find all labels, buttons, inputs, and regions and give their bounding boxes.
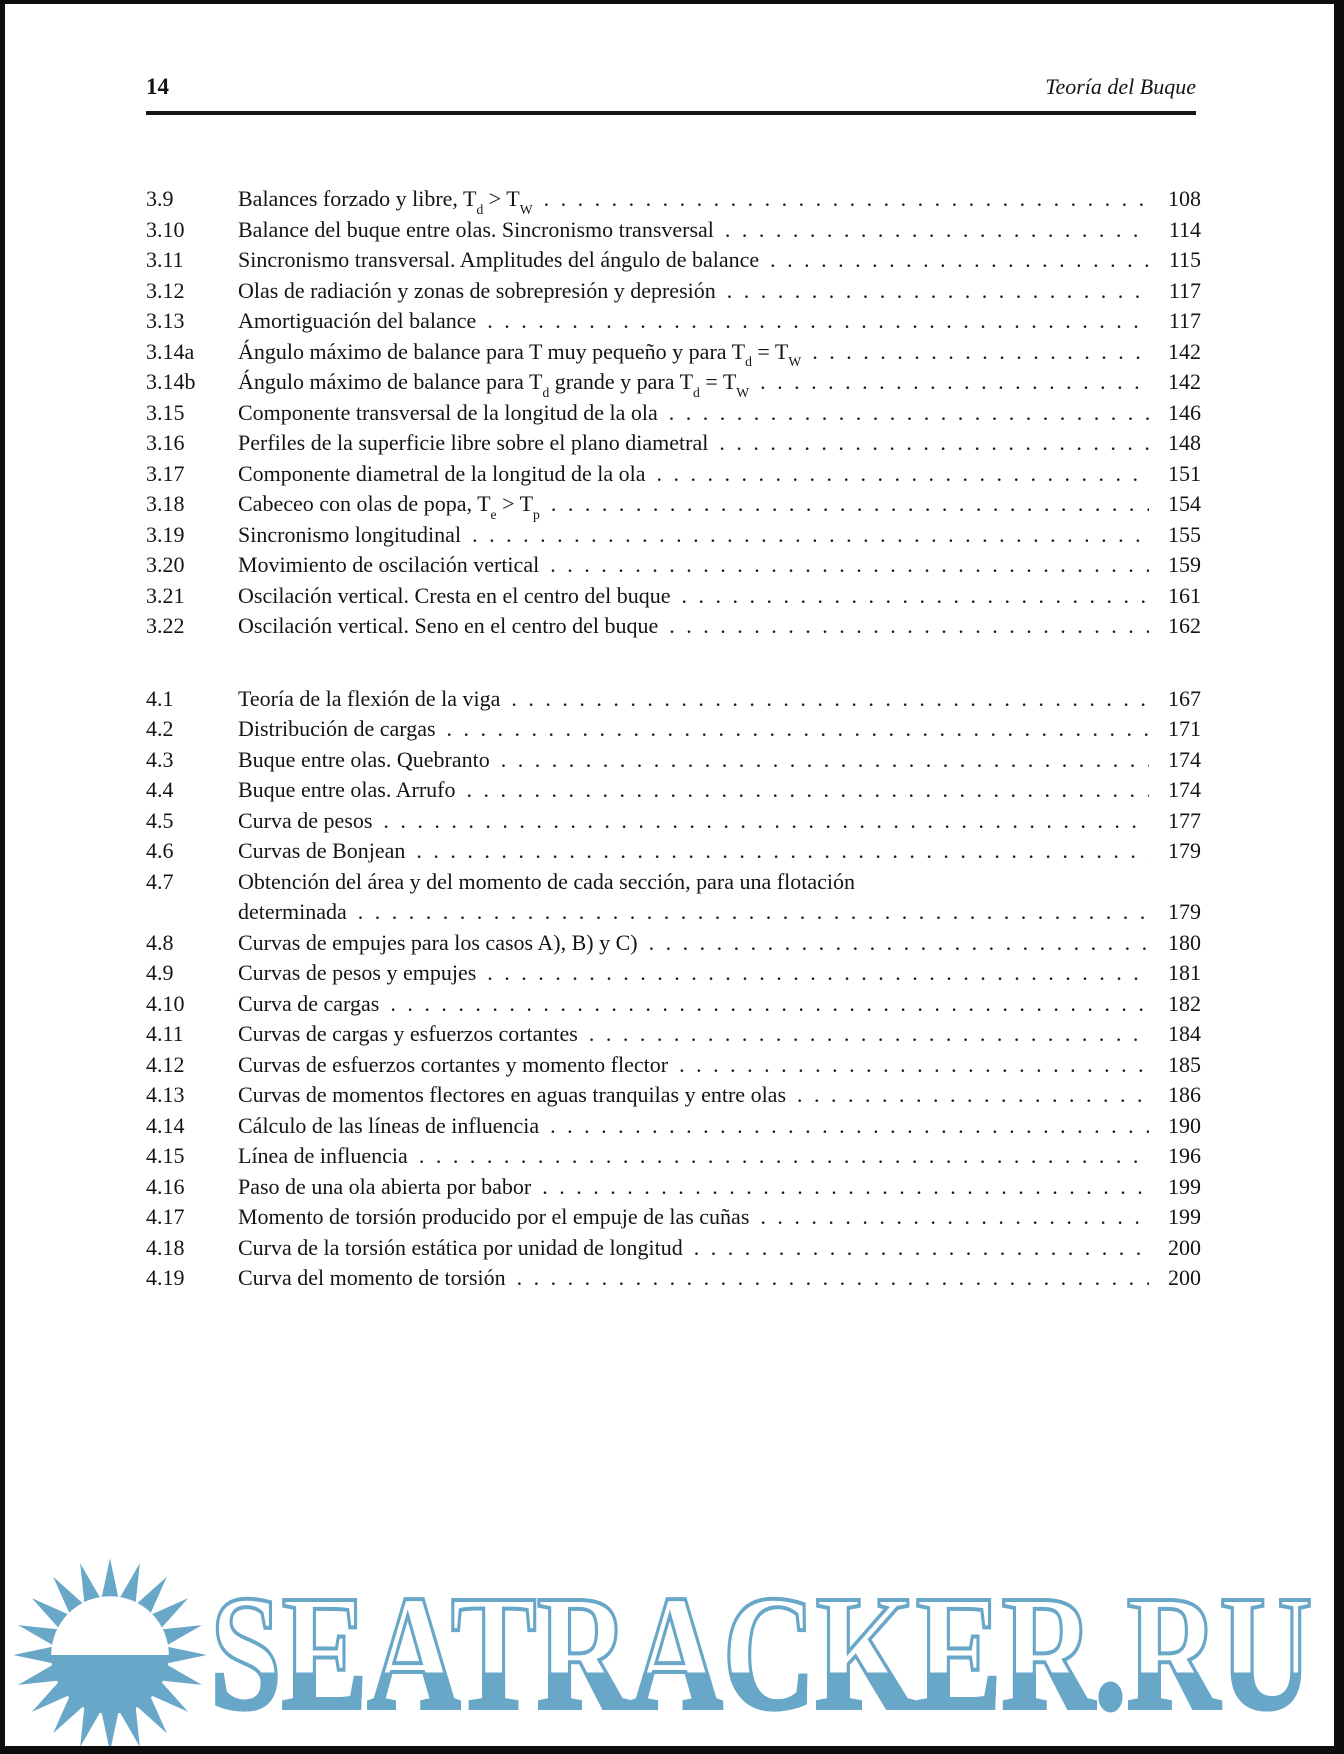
toc-line: [238, 745, 1201, 776]
toc-entry-number: 4.2: [146, 716, 174, 741]
toc-entry-number: 4.16: [146, 1173, 185, 1199]
dot-leader: [517, 1263, 1149, 1294]
toc-entry-body: [238, 867, 1201, 928]
toc-entry-title: Movimiento de oscilación vertical: [238, 552, 540, 577]
toc-entry-page: 174: [1168, 777, 1201, 802]
toc-entry-number: 3.13: [146, 308, 185, 333]
toc-entry-title: Perfiles de la superficie libre sobre el plano diametral: [238, 430, 709, 455]
toc-row: [146, 745, 1201, 776]
toc-entry-title: Curva de cargas: [238, 990, 380, 1016]
dot-leader: [419, 1141, 1149, 1172]
toc-entry-title: Amortiguación del balance: [238, 308, 477, 333]
toc-entry-number: 3.15: [146, 399, 185, 425]
toc-entry-title: Sincronismo longitudinal: [238, 521, 462, 547]
toc-line: [238, 775, 1201, 806]
dot-leader: [797, 1080, 1149, 1111]
toc-entry-title: Obtención del área y del momento de cada sección, para una flotación: [238, 868, 855, 894]
dot-leader: [657, 459, 1150, 490]
toc-row: [146, 459, 1201, 490]
toc-entry-body: [238, 1019, 1201, 1050]
toc-entry-body: [238, 215, 1201, 246]
toc-entry-number: 4.19: [146, 1265, 185, 1290]
toc-entry-body: [238, 459, 1201, 490]
toc-entry-body: [238, 398, 1201, 429]
toc-row: [146, 775, 1201, 806]
toc-entry-page: 154: [1168, 491, 1201, 516]
toc-entry-body: [238, 836, 1201, 867]
toc-section: [146, 684, 1201, 1294]
toc-line: [238, 958, 1201, 989]
toc-entry-page: 186: [1168, 1082, 1201, 1107]
dot-leader: [812, 337, 1149, 368]
toc-entry-title: Cabeceo con olas de popa, $T_e > T_p$: [238, 491, 540, 522]
toc-entry-page: 161: [1168, 582, 1201, 608]
dot-leader: [694, 1233, 1149, 1264]
toc-row: [146, 398, 1201, 429]
toc-entry-title: Cálculo de las líneas de influencia: [238, 1112, 540, 1138]
toc-entry-body: [238, 1263, 1201, 1294]
toc-entry-title: Olas de radiación y zonas de sobrepresión y depresión: [238, 277, 716, 303]
dot-leader: [669, 398, 1149, 429]
toc-entry-page: 117: [1168, 308, 1201, 333]
toc-entry-page: 200: [1168, 1265, 1201, 1290]
toc-entry-page: 179: [1168, 899, 1201, 924]
toc-entry-body: [238, 1202, 1201, 1233]
toc-line: [238, 684, 1201, 715]
toc-entry-body: [238, 276, 1201, 307]
toc-line: [238, 489, 1201, 520]
dot-leader: [725, 215, 1149, 246]
toc-entry-number: 4.6: [146, 838, 174, 863]
toc-row: [146, 684, 1201, 715]
toc-line: [238, 1263, 1201, 1294]
toc-entry-page: 148: [1168, 430, 1201, 455]
dot-leader: [472, 520, 1149, 551]
page-number: 14: [146, 74, 169, 99]
toc-line: [238, 836, 1201, 867]
toc-entry-title: Curvas de Bonjean: [238, 838, 406, 863]
toc-row: [146, 1080, 1201, 1111]
toc-entry-title: Ángulo máximo de balance para $T_d$ grande y para $T_d = T_W$: [238, 369, 750, 400]
toc-entry-body: [238, 306, 1201, 337]
toc-entry-number: 3.17: [146, 460, 185, 486]
toc-entry-body: [238, 714, 1201, 745]
toc-entry-number: 3.22: [146, 613, 185, 638]
dot-leader: [416, 836, 1149, 867]
sun-over-water-icon: [12, 1557, 208, 1753]
toc-entry-page: 199: [1168, 1204, 1201, 1229]
toc-entry-body: [238, 958, 1201, 989]
toc-entry-page: 177: [1168, 807, 1201, 833]
toc-entry-body: [238, 337, 1201, 368]
toc-entry-number: 4.1: [146, 685, 174, 711]
toc-entry-body: [238, 1111, 1201, 1142]
toc-entry-continuation: determinada: [238, 899, 347, 924]
dot-leader: [501, 745, 1149, 776]
toc-entry-number: 3.11: [146, 247, 184, 272]
toc-entry-page: 117: [1168, 277, 1201, 303]
toc-row: [146, 958, 1201, 989]
dot-leader: [760, 1202, 1149, 1233]
toc-entry-page: 151: [1168, 460, 1201, 486]
toc-line: [238, 897, 1201, 928]
toc-entry-body: [238, 745, 1201, 776]
toc-entry-title: Curva de la torsión estática por unidad de longitud: [238, 1234, 683, 1260]
dot-leader: [544, 184, 1149, 215]
toc-entry-page: 199: [1168, 1173, 1201, 1199]
toc-entry-body: [238, 684, 1201, 715]
dot-leader: [550, 550, 1149, 581]
toc-line: [238, 581, 1201, 612]
toc-entry-page: 184: [1168, 1021, 1201, 1046]
toc-entry-number: 3.10: [146, 216, 185, 242]
toc-entry-number: 4.10: [146, 990, 185, 1016]
toc-row: [146, 1233, 1201, 1264]
dot-leader: [727, 276, 1149, 307]
toc-entry-number: 3.18: [146, 491, 185, 516]
toc-row: [146, 215, 1201, 246]
toc-line: [238, 714, 1201, 745]
toc-entry-number: 3.14b: [146, 369, 196, 394]
toc-row: [146, 1019, 1201, 1050]
toc-entry-number: 4.13: [146, 1082, 185, 1107]
toc-entry-title: Ángulo máximo de balance para T muy pequeño y para $T_d = T_W$: [238, 338, 802, 370]
dot-leader: [542, 1172, 1149, 1203]
toc-entry-page: 174: [1168, 746, 1201, 772]
toc-line: [238, 398, 1201, 429]
toc-row: [146, 1050, 1201, 1081]
toc-entry-title: Buque entre olas. Arrufo: [238, 777, 456, 802]
toc-row: [146, 836, 1201, 867]
toc-row: [146, 245, 1201, 276]
toc-line: [238, 276, 1201, 307]
toc-row: [146, 806, 1201, 837]
dot-leader: [487, 958, 1149, 989]
toc-entry-number: 4.18: [146, 1234, 185, 1260]
toc-entry-title: Curva de pesos: [238, 807, 373, 833]
toc-entry-number: 3.14a: [146, 338, 195, 364]
toc-row: [146, 306, 1201, 337]
toc-line: [238, 306, 1201, 337]
toc-line: [238, 1202, 1201, 1233]
toc-entry-page: 114: [1168, 216, 1201, 242]
dot-leader: [719, 428, 1149, 459]
toc-entry-body: [238, 550, 1201, 581]
toc-entry-title: Buque entre olas. Quebranto: [238, 746, 490, 772]
toc-row: [146, 611, 1201, 642]
dot-leader: [760, 367, 1149, 398]
toc-line: [238, 428, 1201, 459]
table-of-figures: [146, 184, 1201, 1294]
dot-leader: [679, 1050, 1149, 1081]
toc-row: [146, 428, 1201, 459]
toc-line: [238, 520, 1201, 551]
toc-entry-number: 3.12: [146, 277, 185, 303]
toc-entry-title: Balance del buque entre olas. Sincronismo transversal: [238, 216, 714, 242]
toc-entry-number: 4.3: [146, 746, 174, 772]
toc-line: [238, 806, 1201, 837]
toc-entry-number: 4.9: [146, 960, 174, 985]
toc-entry-page: 185: [1168, 1051, 1201, 1077]
toc-line: [238, 184, 1201, 215]
toc-entry-title: Curvas de empujes para los casos A), B) y C): [238, 929, 638, 955]
toc-entry-body: [238, 428, 1201, 459]
toc-entry-number: 3.21: [146, 582, 185, 608]
toc-line: [238, 215, 1201, 246]
toc-entry-body: [238, 775, 1201, 806]
toc-entry-body: [238, 1172, 1201, 1203]
toc-entry-number: 4.7: [146, 868, 174, 894]
toc-entry-title: Componente transversal de la longitud de la ola: [238, 399, 658, 425]
toc-entry-title: Curvas de cargas y esfuerzos cortantes: [238, 1021, 578, 1046]
dot-leader: [358, 897, 1149, 928]
toc-entry-number: 4.11: [146, 1021, 184, 1046]
toc-entry-page: 179: [1168, 838, 1201, 863]
toc-entry-number: 4.14: [146, 1112, 185, 1138]
toc-line: [238, 611, 1201, 642]
toc-entry-body: [238, 581, 1201, 612]
toc-entry-page: 155: [1168, 521, 1201, 547]
dot-leader: [649, 928, 1149, 959]
dot-leader: [551, 489, 1149, 520]
toc-line: [238, 1172, 1201, 1203]
toc-entry-number: 4.5: [146, 807, 174, 833]
toc-entry-page: 115: [1168, 247, 1201, 272]
dot-leader: [770, 245, 1149, 276]
toc-entry-body: [238, 245, 1201, 276]
toc-row: [146, 928, 1201, 959]
toc-entry-page: 182: [1168, 990, 1201, 1016]
toc-line: [238, 1080, 1201, 1111]
toc-line: [238, 1111, 1201, 1142]
toc-entry-title: Distribución de cargas: [238, 716, 436, 741]
toc-entry-page: 142: [1168, 338, 1201, 364]
toc-line: [238, 367, 1201, 398]
toc-entry-body: [238, 928, 1201, 959]
toc-row: [146, 367, 1201, 398]
toc-entry-page: 200: [1168, 1234, 1201, 1260]
toc-line: [238, 1050, 1201, 1081]
toc-entry-title: Componente diametral de la longitud de la ola: [238, 460, 646, 486]
dot-leader: [669, 611, 1149, 642]
toc-entry-page: 196: [1168, 1143, 1201, 1168]
toc-entry-page: 171: [1168, 716, 1201, 741]
toc-entry-title: Paso de una ola abierta por babor: [238, 1173, 532, 1199]
toc-entry-page: 162: [1168, 613, 1201, 638]
toc-entry-number: 3.9: [146, 186, 174, 211]
toc-line: [238, 1141, 1201, 1172]
toc-row: [146, 520, 1201, 551]
toc-entry-title: Oscilación vertical. Cresta en el centro del buque: [238, 582, 671, 608]
toc-entry-body: [238, 1141, 1201, 1172]
toc-line: [238, 867, 1201, 898]
toc-entry-body: [238, 989, 1201, 1020]
toc-row: [146, 337, 1201, 368]
toc-entry-body: [238, 520, 1201, 551]
toc-row: [146, 1141, 1201, 1172]
toc-row: [146, 550, 1201, 581]
dot-leader: [589, 1019, 1149, 1050]
toc-entry-number: 3.16: [146, 430, 185, 455]
toc-entry-page: 146: [1168, 399, 1201, 425]
toc-entry-number: 3.19: [146, 521, 185, 547]
toc-entry-body: [238, 611, 1201, 642]
toc-entry-page: 190: [1168, 1112, 1201, 1138]
toc-row: [146, 1172, 1201, 1203]
toc-row: [146, 581, 1201, 612]
toc-line: [238, 459, 1201, 490]
toc-line: [238, 928, 1201, 959]
toc-entry-page: 159: [1168, 552, 1201, 577]
toc-entry-number: 4.4: [146, 777, 174, 802]
toc-entry-title: Balances forzado y libre, $T_d > T_W$: [238, 186, 533, 217]
dot-leader: [511, 684, 1149, 715]
toc-entry-title: Curvas de pesos y empujes: [238, 960, 477, 985]
toc-line: [238, 550, 1201, 581]
toc-entry-number: 4.17: [146, 1204, 185, 1229]
toc-entry-title: Sincronismo transversal. Amplitudes del ángulo de balance: [238, 247, 760, 272]
toc-entry-number: 4.8: [146, 929, 174, 955]
toc-row: [146, 714, 1201, 745]
toc-entry-number: 4.15: [146, 1143, 185, 1168]
toc-line: [238, 989, 1201, 1020]
toc-entry-body: [238, 1050, 1201, 1081]
running-title: Teoría del Buque: [1045, 74, 1196, 99]
toc-entry-page: 142: [1168, 369, 1201, 394]
toc-entry-page: 180: [1168, 929, 1201, 955]
toc-entry-number: 3.20: [146, 552, 185, 577]
toc-line: [238, 1233, 1201, 1264]
toc-entry-page: 181: [1168, 960, 1201, 985]
toc-entry-page: 108: [1168, 186, 1201, 211]
toc-row: [146, 867, 1201, 928]
toc-entry-page: 167: [1168, 685, 1201, 711]
toc-entry-body: [238, 1080, 1201, 1111]
dot-leader: [383, 806, 1149, 837]
toc-line: [238, 245, 1201, 276]
dot-leader: [682, 581, 1150, 612]
dot-leader: [467, 775, 1150, 806]
toc-entry-title: Línea de influencia: [238, 1143, 408, 1168]
page-header: [146, 74, 1196, 115]
toc-entry-title: Oscilación vertical. Seno en el centro del buque: [238, 613, 659, 638]
toc-row: [146, 276, 1201, 307]
toc-entry-body: [238, 806, 1201, 837]
toc-entry-body: [238, 367, 1201, 398]
toc-row: [146, 1263, 1201, 1294]
dot-leader: [447, 714, 1149, 745]
toc-row: [146, 184, 1201, 215]
toc-row: [146, 1111, 1201, 1142]
dot-leader: [487, 306, 1149, 337]
toc-line: [238, 337, 1201, 368]
toc-row: [146, 489, 1201, 520]
toc-row: [146, 1202, 1201, 1233]
toc-line: [238, 1019, 1201, 1050]
toc-section: [146, 184, 1201, 642]
toc-entry-number: 4.12: [146, 1051, 185, 1077]
toc-row: [146, 989, 1201, 1020]
dot-leader: [390, 989, 1149, 1020]
toc-entry-body: [238, 489, 1201, 520]
toc-entry-title: Curvas de esfuerzos cortantes y momento flector: [238, 1051, 669, 1077]
toc-entry-title: Teoría de la flexión de la viga: [238, 685, 501, 711]
watermark-text: SEATRACKER.RU: [210, 1561, 1313, 1744]
toc-entry-body: [238, 184, 1201, 215]
toc-entry-title: Curva del momento de torsión: [238, 1265, 506, 1290]
toc-entry-body: [238, 1233, 1201, 1264]
toc-entry-title: Momento de torsión producido por el empuje de las cuñas: [238, 1204, 750, 1229]
dot-leader: [550, 1111, 1149, 1142]
toc-entry-title: Curvas de momentos flectores en aguas tranquilas y entre olas: [238, 1082, 787, 1107]
